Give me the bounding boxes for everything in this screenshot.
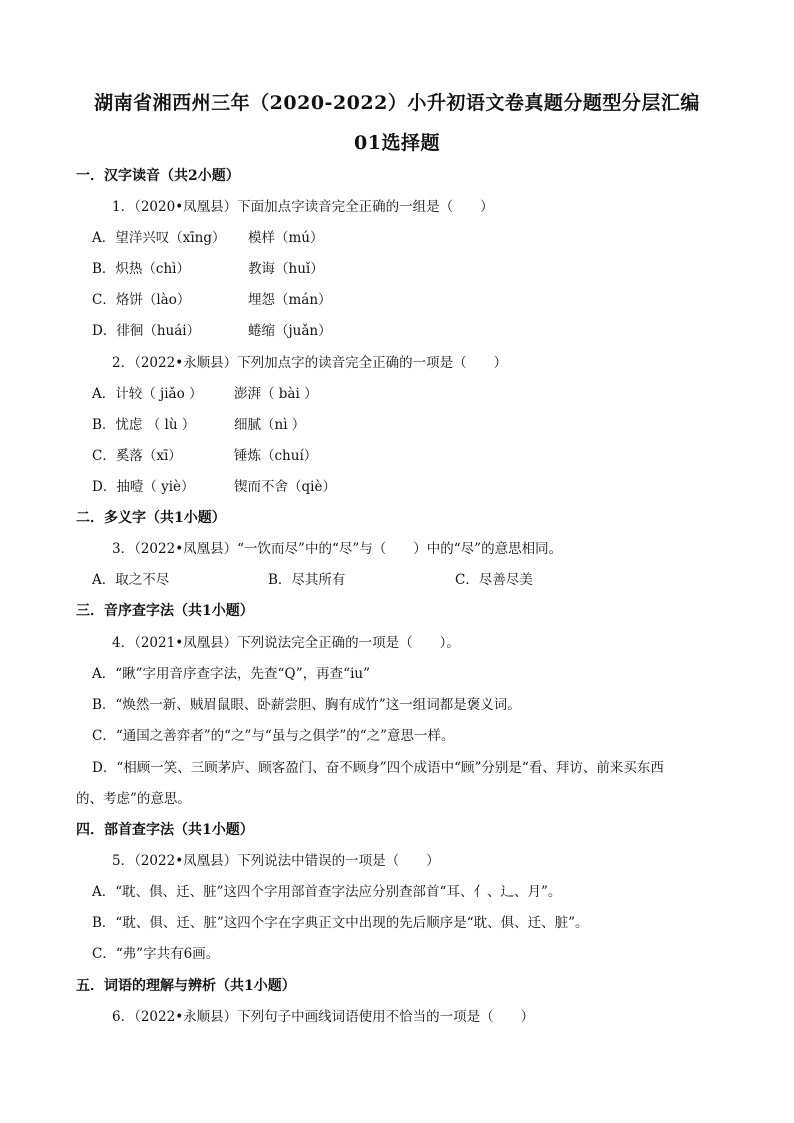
question-4-stem: 4．（2021•凤凰县）下列说法完全正确的一项是（ ）。 (112, 635, 460, 651)
question-1-option-c-second: 埋怨（mán） (248, 292, 332, 308)
question-4-option-a: A．“瞅”字用音序查字法，先查“Q”，再查“iu” (92, 666, 370, 682)
question-2-option-c-second: 锤炼（chuí） (234, 448, 318, 464)
question-1-option-a-second: 模样（mú） (248, 230, 324, 246)
question-1-option-a: A．望洋兴叹（xīng） (92, 230, 226, 246)
question-3-option-a: A．取之不尽 (92, 572, 170, 588)
question-2-option-a: A．计较（ jiǎo ） (92, 386, 203, 402)
question-2-option-d: D．抽噎（ yiè） (92, 479, 195, 495)
question-1-option-b-second: 教诲（huǐ） (248, 261, 324, 277)
document-title: 湖南省湘西州三年（2020-2022）小升初语文卷真题分题型分层汇编 (94, 92, 700, 114)
question-5-option-c: C．“弗”字共有6画。 (92, 946, 220, 962)
question-5-stem: 5．（2022•凤凰县）下列说法中错误的一项是（ ） (112, 853, 440, 869)
document-subtitle: 01选择题 (354, 132, 440, 154)
question-3-option-c: C．尽善尽美 (455, 572, 533, 588)
question-3-stem: 3．（2022•凤凰县）“一饮而尽”中的“尽”与（ ）中的“尽”的意思相同。 (112, 541, 563, 557)
section-heading-3: 三．音序查字法（共1小题） (76, 603, 254, 619)
question-3-option-b: B．尽其所有 (268, 572, 346, 588)
question-4-option-c: C．“通国之善弈者”的“之”与“虽与之俱学”的“之”意思一样。 (92, 728, 455, 744)
question-6-stem: 6．（2022•永顺县）下列句子中画线词语使用不恰当的一项是（ ） (112, 1009, 535, 1025)
question-2-option-b-second: 细腻（nì ） (234, 417, 306, 433)
question-4-option-b: B．“焕然一新、贼眉鼠眼、卧薪尝胆、胸有成竹”这一组词都是褒义词。 (92, 697, 521, 713)
question-1-option-c: C．烙饼（lào） (92, 292, 191, 308)
question-1-stem: 1．（2020•凤凰县）下面加点字读音完全正确的一组是（ ） (112, 199, 494, 215)
section-heading-5: 五．词语的理解与辨析（共1小题） (76, 978, 296, 994)
question-5-option-b: B．“耽、俱、迁、脏”这四个字在字典正文中出现的先后顺序是“耽、俱、迁、脏”。 (92, 915, 589, 931)
question-5-option-a: A．“耽、俱、迁、脏”这四个字用部首查字法应分别查部首“耳、亻、辶、月”。 (92, 884, 562, 900)
question-2-option-d-second: 锲而不舍（qiè） (234, 479, 336, 495)
question-2-option-a-second: 澎湃（ bài ） (234, 386, 318, 402)
question-2-option-c: C．奚落（xī） (92, 448, 182, 464)
question-4-option-d-continued: 的、考虑”的意思。 (76, 791, 191, 807)
question-4-option-d: D．“相顾一笑、三顾茅庐、顾客盈门、奋不顾身”四个成语中“顾”分别是“看、拜访、前来买东西 (92, 760, 664, 776)
question-1-option-b: B．炽热（chì） (92, 261, 190, 277)
question-1-option-d: D．徘徊（huái） (92, 323, 201, 339)
section-heading-4: 四．部首查字法（共1小题） (76, 822, 254, 838)
section-heading-1: 一．汉字读音（共2小题） (76, 168, 240, 184)
section-heading-2: 二．多义字（共1小题） (76, 510, 226, 526)
question-1-option-d-second: 蜷缩（juǎn） (248, 323, 332, 339)
question-2-option-b: B．忧虑 （ lù ） (92, 417, 196, 433)
question-2-stem: 2．（2022•永顺县）下列加点字的读音完全正确的一项是（ ） (112, 355, 508, 371)
